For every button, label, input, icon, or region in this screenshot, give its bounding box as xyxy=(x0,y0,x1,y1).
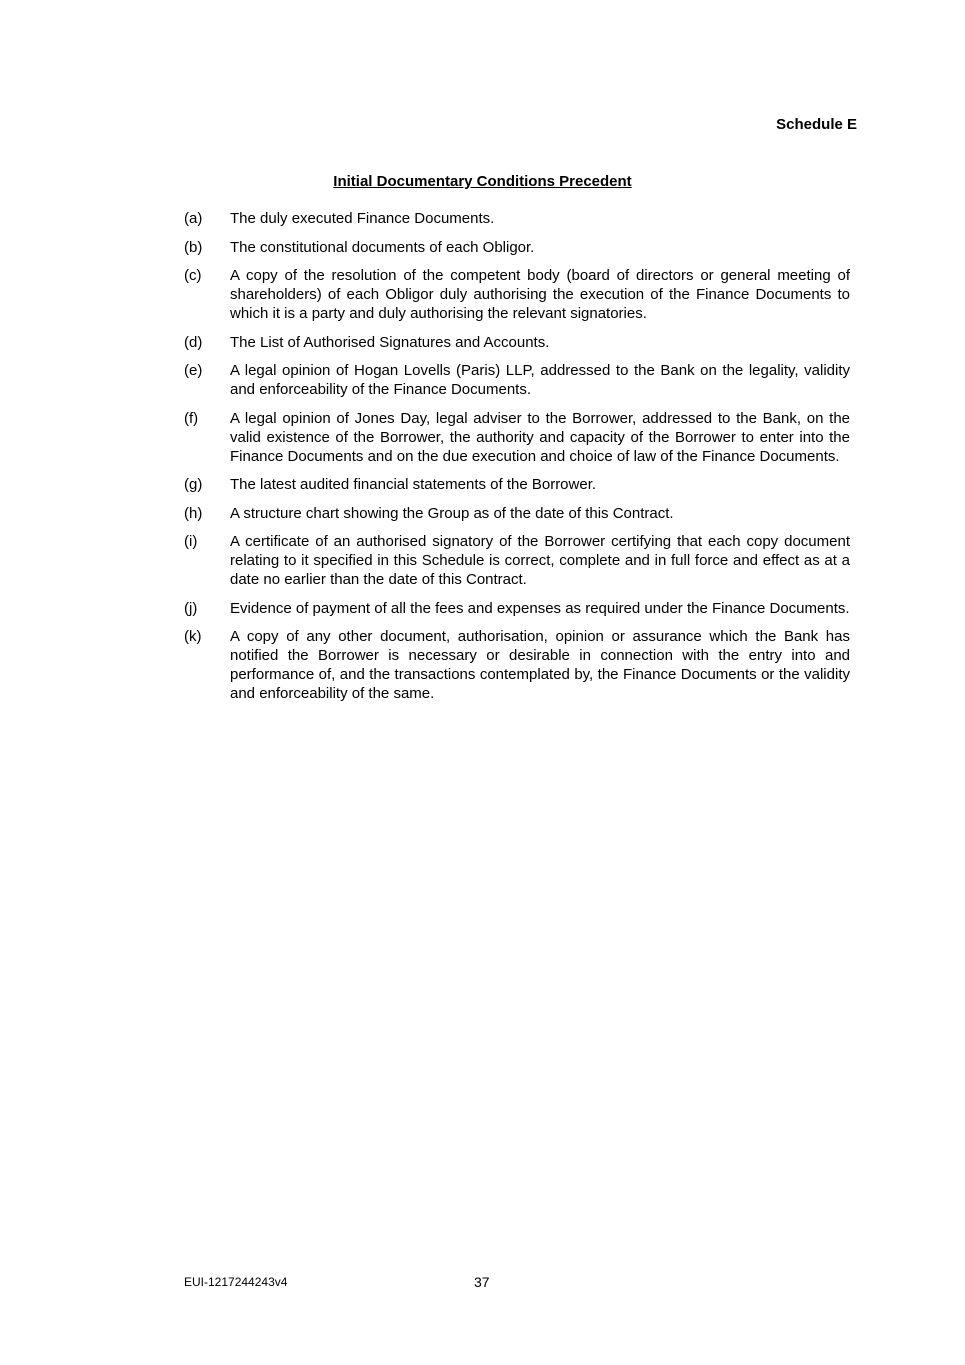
item-text: Evidence of payment of all the fees and expenses as required under the Finance Documents. xyxy=(230,599,850,617)
list-item xyxy=(184,209,850,228)
item-marker: (c) xyxy=(184,267,202,284)
item-text: The duly executed Finance Documents. xyxy=(230,210,495,227)
conditions-list xyxy=(184,209,850,713)
list-item xyxy=(184,475,850,494)
list-item xyxy=(184,599,850,618)
list-item xyxy=(184,361,850,399)
item-marker: (f) xyxy=(184,409,199,427)
schedule-label: Schedule E xyxy=(776,116,857,133)
item-text: The constitutional documents of each Obligor. xyxy=(230,238,535,256)
list-item xyxy=(184,532,850,589)
item-text: The latest audited financial statements of the Borrower. xyxy=(230,476,597,493)
item-marker: (j) xyxy=(184,599,198,617)
item-marker: (e) xyxy=(184,362,203,379)
page-title: Initial Documentary Conditions Precedent xyxy=(333,173,632,190)
item-text: A legal opinion of Hogan Lovells (Paris) LLP, addressed to the Bank on the legality, validity and enforceability of the Finance Documents. xyxy=(230,362,850,398)
item-text: A legal opinion of Jones Day, legal adviser to the Borrower, addressed to the Bank, on the valid existence of the Borrower, the authority and capacity of the Borrower to enter into the Finance Documents and on the due execution and choice of law of the Finance Documents. xyxy=(230,409,850,465)
list-item xyxy=(184,238,850,257)
list-item xyxy=(184,266,850,323)
list-item xyxy=(184,409,850,466)
item-marker: (g) xyxy=(184,476,203,493)
item-marker: (k) xyxy=(184,628,202,645)
item-marker: (d) xyxy=(184,333,203,351)
document-reference: EUI-1217244243v4 xyxy=(184,1275,288,1289)
item-text: A structure chart showing the Group as of the date of this Contract. xyxy=(230,504,674,522)
item-text: A copy of the resolution of the competent body (board of directors or general meeting of shareholders) of each Obligor duly authorising the execution of the Finance Documents to which it is a party and duly authorising the relevant signatories. xyxy=(230,267,850,322)
page-number: 37 xyxy=(474,1274,490,1290)
list-item xyxy=(184,333,850,352)
item-text: The List of Authorised Signatures and Accounts. xyxy=(230,333,550,351)
item-marker: (a) xyxy=(184,210,203,227)
item-text: A certificate of an authorised signatory of the Borrower certifying that each copy document relating to it specified in this Schedule is correct, complete and in full force and effect as at a date no earlier than the date of this Contract. xyxy=(230,533,850,588)
item-text: A copy of any other document, authorisation, opinion or assurance which the Bank has notified the Borrower is necessary or desirable in connection with the entry into and performance of, and the transactions contemplated by, the Finance Documents or the validity and enforceability of the same. xyxy=(230,628,850,702)
list-item xyxy=(184,627,850,703)
item-marker: (h) xyxy=(184,504,203,522)
item-marker: (b) xyxy=(184,238,203,256)
item-marker: (i) xyxy=(184,533,198,550)
list-item xyxy=(184,504,850,523)
